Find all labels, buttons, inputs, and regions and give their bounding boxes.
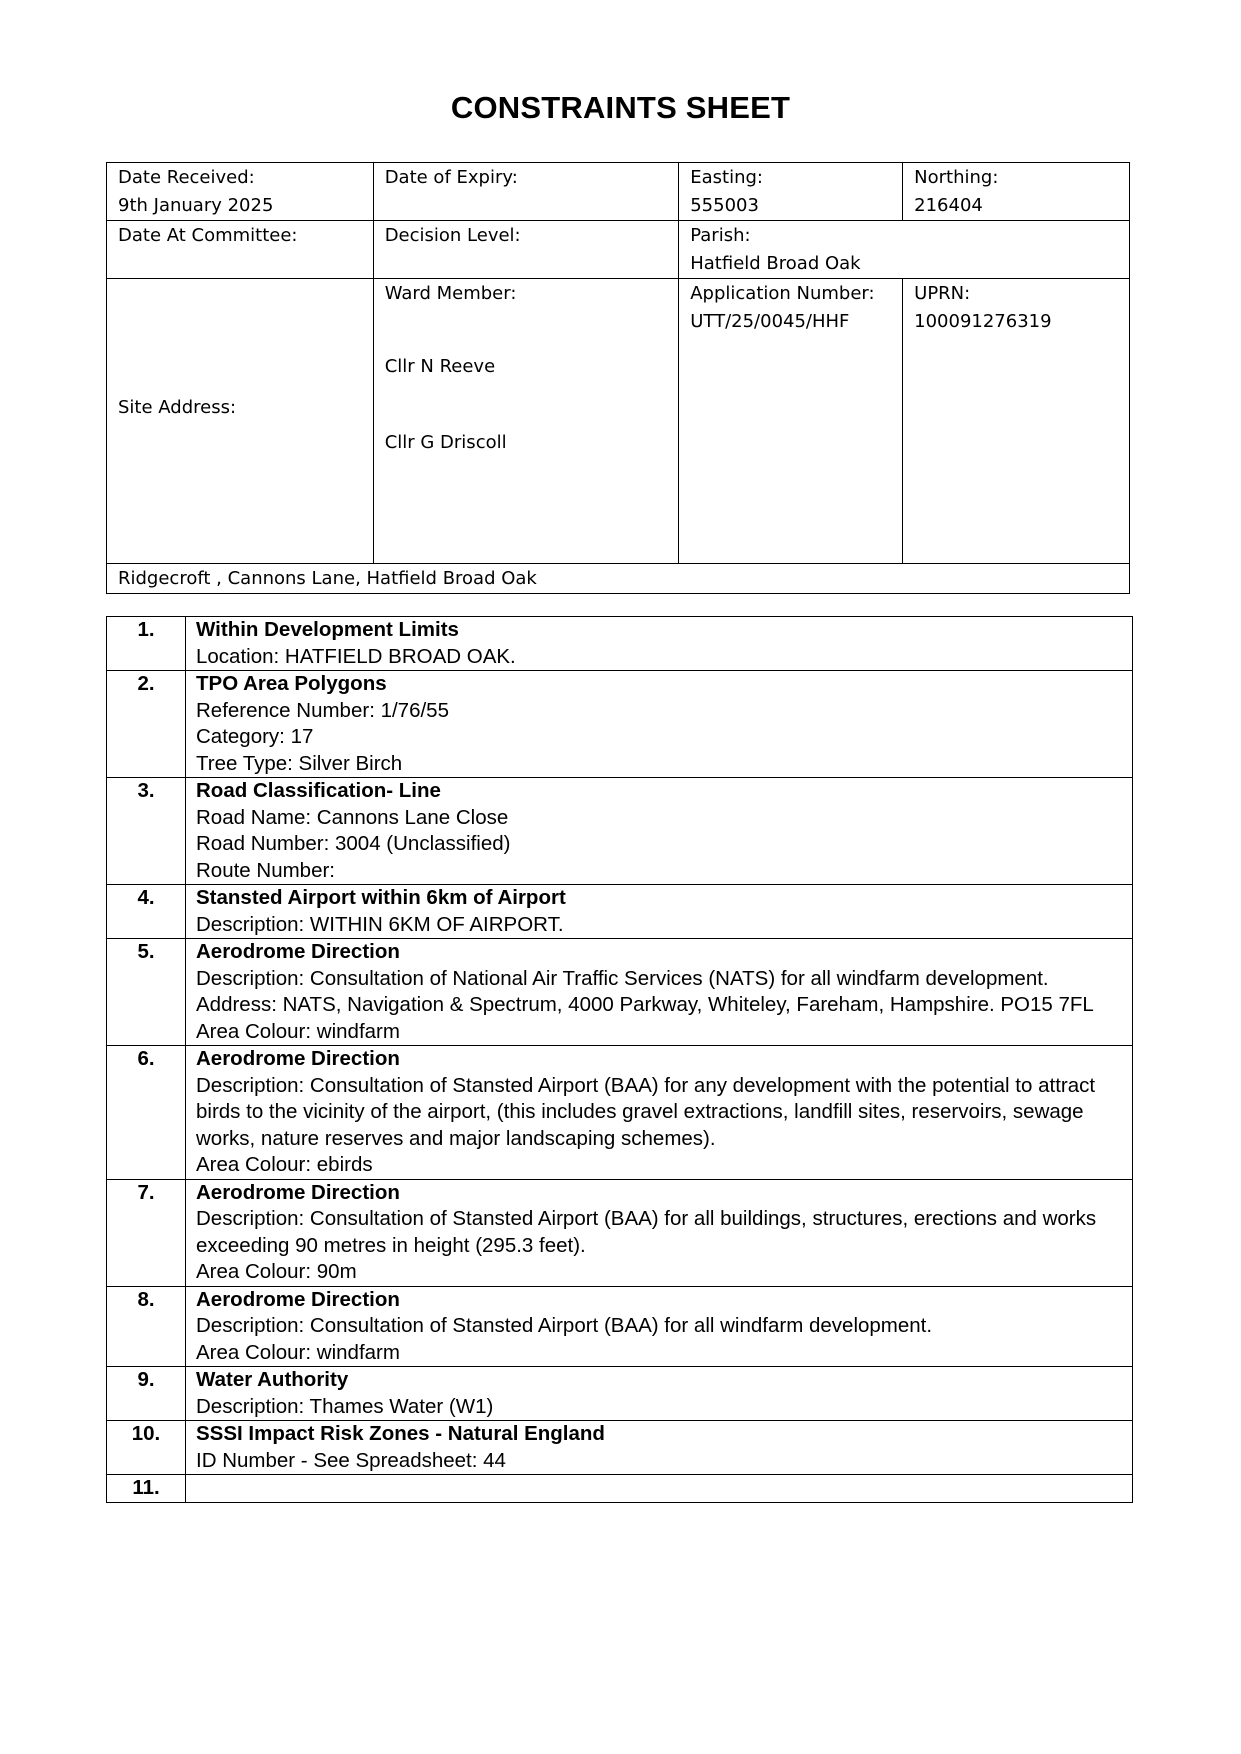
constraint-heading: Aerodrome Direction (196, 1047, 400, 1070)
constraint-detail-line: Location: HATFIELD BROAD OAK. (196, 644, 516, 668)
site-address-cell (107, 564, 1130, 594)
constraint-detail-line: Description: Consultation of Stansted Airport (BAA) for all windfarm development. (196, 1314, 933, 1337)
constraint-row (107, 617, 1133, 671)
constraint-heading: Aerodrome Direction (196, 940, 400, 963)
date-received-label: Date Received: (118, 167, 255, 188)
constraint-row (107, 1179, 1133, 1286)
constraint-row (107, 1421, 1133, 1475)
application-number-cell (679, 279, 903, 564)
uprn-label: UPRN: (914, 283, 971, 304)
constraint-row (107, 671, 1133, 778)
constraint-number: 11. (107, 1475, 186, 1503)
decision-level-cell (373, 221, 679, 279)
constraint-number: 10. (107, 1421, 186, 1475)
constraint-detail-line: Road Number: 3004 (Unclassified) (196, 832, 511, 855)
easting-label: Easting: (690, 167, 763, 188)
constraint-details (186, 885, 1133, 939)
constraint-detail-line: Road Name: Cannons Lane Close (196, 805, 509, 829)
constraint-detail-line: Area Colour: ebirds (196, 1153, 373, 1176)
constraint-detail-line: Description: Consultation of Stansted Airport (BAA) for all buildings, structures, erections and works exceeding 90 metres in height (295.3 feet). (196, 1207, 1097, 1257)
constraint-row (107, 1475, 1133, 1503)
constraint-details (186, 1475, 1133, 1503)
constraint-number: 4. (107, 885, 186, 939)
northing-cell (903, 163, 1130, 221)
constraint-details (186, 617, 1133, 671)
site-address-value: Ridgecroft , Cannons Lane, Hatfield Broad Oak (118, 568, 537, 589)
ward-member-1: Cllr N Reeve (384, 356, 496, 377)
constraint-row (107, 939, 1133, 1046)
easting-cell (679, 163, 903, 221)
constraint-details (186, 939, 1133, 1046)
constraint-detail-line: Area Colour: windfarm (196, 1340, 400, 1364)
constraint-detail-line: Description: WITHIN 6KM OF AIRPORT. (196, 912, 564, 936)
constraint-detail-line: Description: Consultation of National Air Traffic Services (NATS) for all windfarm development. (196, 966, 1049, 990)
northing-value: 216404 (914, 195, 983, 216)
constraint-heading: Water Authority (196, 1368, 349, 1391)
date-received-value: 9th January 2025 (118, 195, 274, 216)
constraint-heading: SSSI Impact Risk Zones - Natural England (196, 1422, 605, 1445)
constraint-heading: TPO Area Polygons (196, 672, 387, 695)
page-title: CONSTRAINTS SHEET (450, 90, 791, 125)
constraint-detail-line: Area Colour: 90m (196, 1260, 357, 1283)
constraint-number: 2. (107, 671, 186, 778)
constraint-heading: Within Development Limits (196, 618, 459, 641)
constraint-number: 6. (107, 1046, 186, 1180)
parish-label: Parish: (690, 225, 751, 246)
constraint-details (186, 671, 1133, 778)
constraint-number: 3. (107, 778, 186, 885)
constraint-heading: Aerodrome Direction (196, 1180, 400, 1204)
constraint-detail-line: Reference Number: 1/76/55 (196, 698, 449, 722)
uprn-cell (903, 279, 1130, 564)
constraint-detail-line: Description: Consultation of Stansted Airport (BAA) for any development with the potential to attract birds to the vicinity of the airport, (this includes gravel extractions, landfill sites, reservoirs, sewage works, nature reserves and major landscaping schemes). (196, 1073, 1096, 1150)
date-expiry-cell (373, 163, 679, 221)
constraint-detail-line: ID Number - See Spreadsheet: 44 (196, 1448, 506, 1472)
constraint-number: 9. (107, 1367, 186, 1421)
constraint-details (186, 1046, 1133, 1180)
constraint-detail-line: Description: Thames Water (W1) (196, 1394, 494, 1418)
constraint-detail-line: Address: NATS, Navigation & Spectrum, 4000 Parkway, Whiteley, Fareham, Hampshire. PO15 7FL (196, 993, 1094, 1016)
constraint-details (186, 778, 1133, 885)
constraint-details (186, 1421, 1133, 1475)
ward-member-cell (373, 279, 679, 564)
constraints-table (106, 616, 1133, 1503)
easting-value: 555003 (690, 195, 759, 216)
constraint-details (186, 1179, 1133, 1286)
constraint-heading: Aerodrome Direction (196, 1287, 400, 1311)
constraint-row (107, 1286, 1133, 1367)
site-address-label: Site Address: (118, 396, 237, 418)
date-expiry-label: Date of Expiry: (384, 167, 518, 188)
date-committee-label: Date At Committee: (118, 225, 298, 246)
constraint-number: 1. (107, 617, 186, 671)
constraint-detail-line: Tree Type: Silver Birch (196, 751, 403, 775)
constraint-detail-line: Route Number: (196, 858, 336, 882)
constraint-number: 5. (107, 939, 186, 1046)
constraint-details (186, 1286, 1133, 1367)
constraint-heading: Road Classification- Line (196, 779, 441, 802)
parish-value: Hatfield Broad Oak (690, 253, 861, 274)
decision-level-label: Decision Level: (384, 225, 521, 246)
ward-member-2: Cllr G Driscoll (384, 432, 507, 453)
application-number-value: UTT/25/0045/HHF (690, 311, 850, 332)
ward-member-label: Ward Member: (384, 283, 517, 304)
date-committee-cell (107, 221, 374, 279)
constraint-details (186, 1367, 1133, 1421)
date-received-cell (107, 163, 374, 221)
northing-label: Northing: (914, 167, 999, 188)
constraint-detail-line: Category: 17 (196, 725, 314, 748)
constraint-heading (196, 1475, 1122, 1499)
parish-cell (679, 221, 1130, 279)
constraint-number: 8. (107, 1286, 186, 1367)
uprn-value: 100091276319 (914, 311, 1052, 332)
constraint-heading: Stansted Airport within 6km of Airport (196, 886, 566, 909)
constraint-row (107, 885, 1133, 939)
application-info-table (106, 162, 1130, 594)
constraint-row (107, 1367, 1133, 1421)
constraint-detail-line: Area Colour: windfarm (196, 1019, 400, 1043)
application-number-label: Application Number: (690, 283, 875, 304)
constraint-row (107, 1046, 1133, 1180)
constraint-row (107, 778, 1133, 885)
site-address-label-cell (107, 279, 374, 564)
constraint-number: 7. (107, 1179, 186, 1286)
